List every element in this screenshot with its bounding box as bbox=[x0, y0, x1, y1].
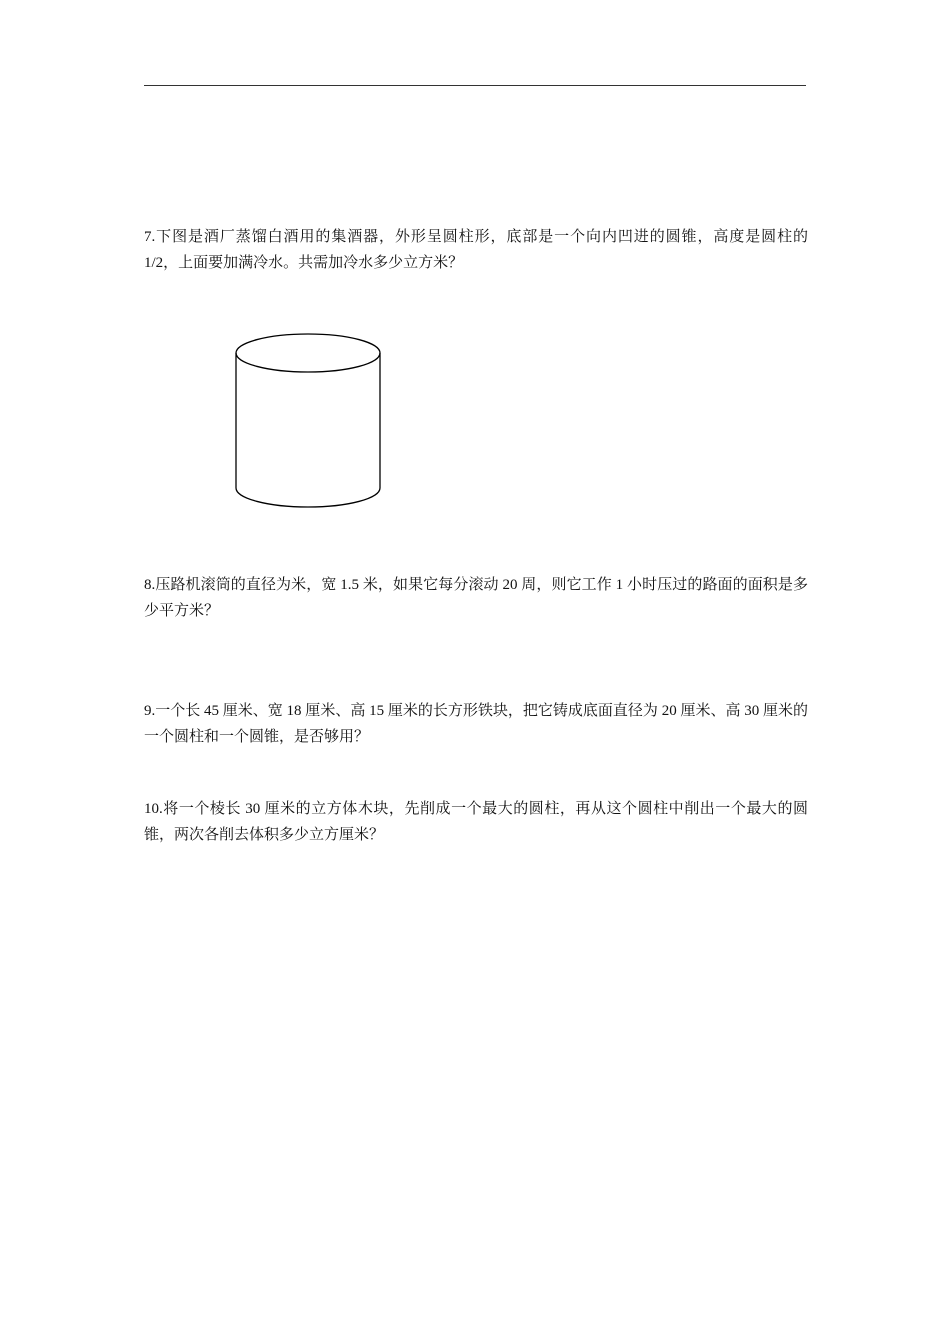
question-7: 7.下图是酒厂蒸馏白酒用的集酒器，外形呈圆柱形，底部是一个向内凹进的圆锥，高度是圆柱的 1/2，上面要加满冷水。共需加冷水多少立方米？ bbox=[144, 229, 808, 271]
question-9: 9.一个长 45 厘米、宽 18 厘米、高 15 厘米的长方形铁块，把它铸成底面直径为 20 厘米、高 30 厘米的一个圆柱和一个圆锥，是否够用？ bbox=[144, 703, 808, 745]
question-10: 10.将一个棱长 30 厘米的立方体木块，先削成一个最大的圆柱，再从这个圆柱中削出一个最大的圆锥，两次各削去体积多少立方厘米？ bbox=[144, 801, 808, 843]
header-rule bbox=[144, 85, 806, 86]
question-8: 8.压路机滚筒的直径为米，宽 1.5 米，如果它每分滚动 20 周，则它工作 1 小时压过的路面的面积是多少平方米？ bbox=[144, 577, 808, 619]
cylinder-bottom-arc bbox=[236, 488, 380, 507]
cylinder-top-ellipse bbox=[236, 334, 380, 372]
cylinder-figure bbox=[234, 333, 382, 509]
